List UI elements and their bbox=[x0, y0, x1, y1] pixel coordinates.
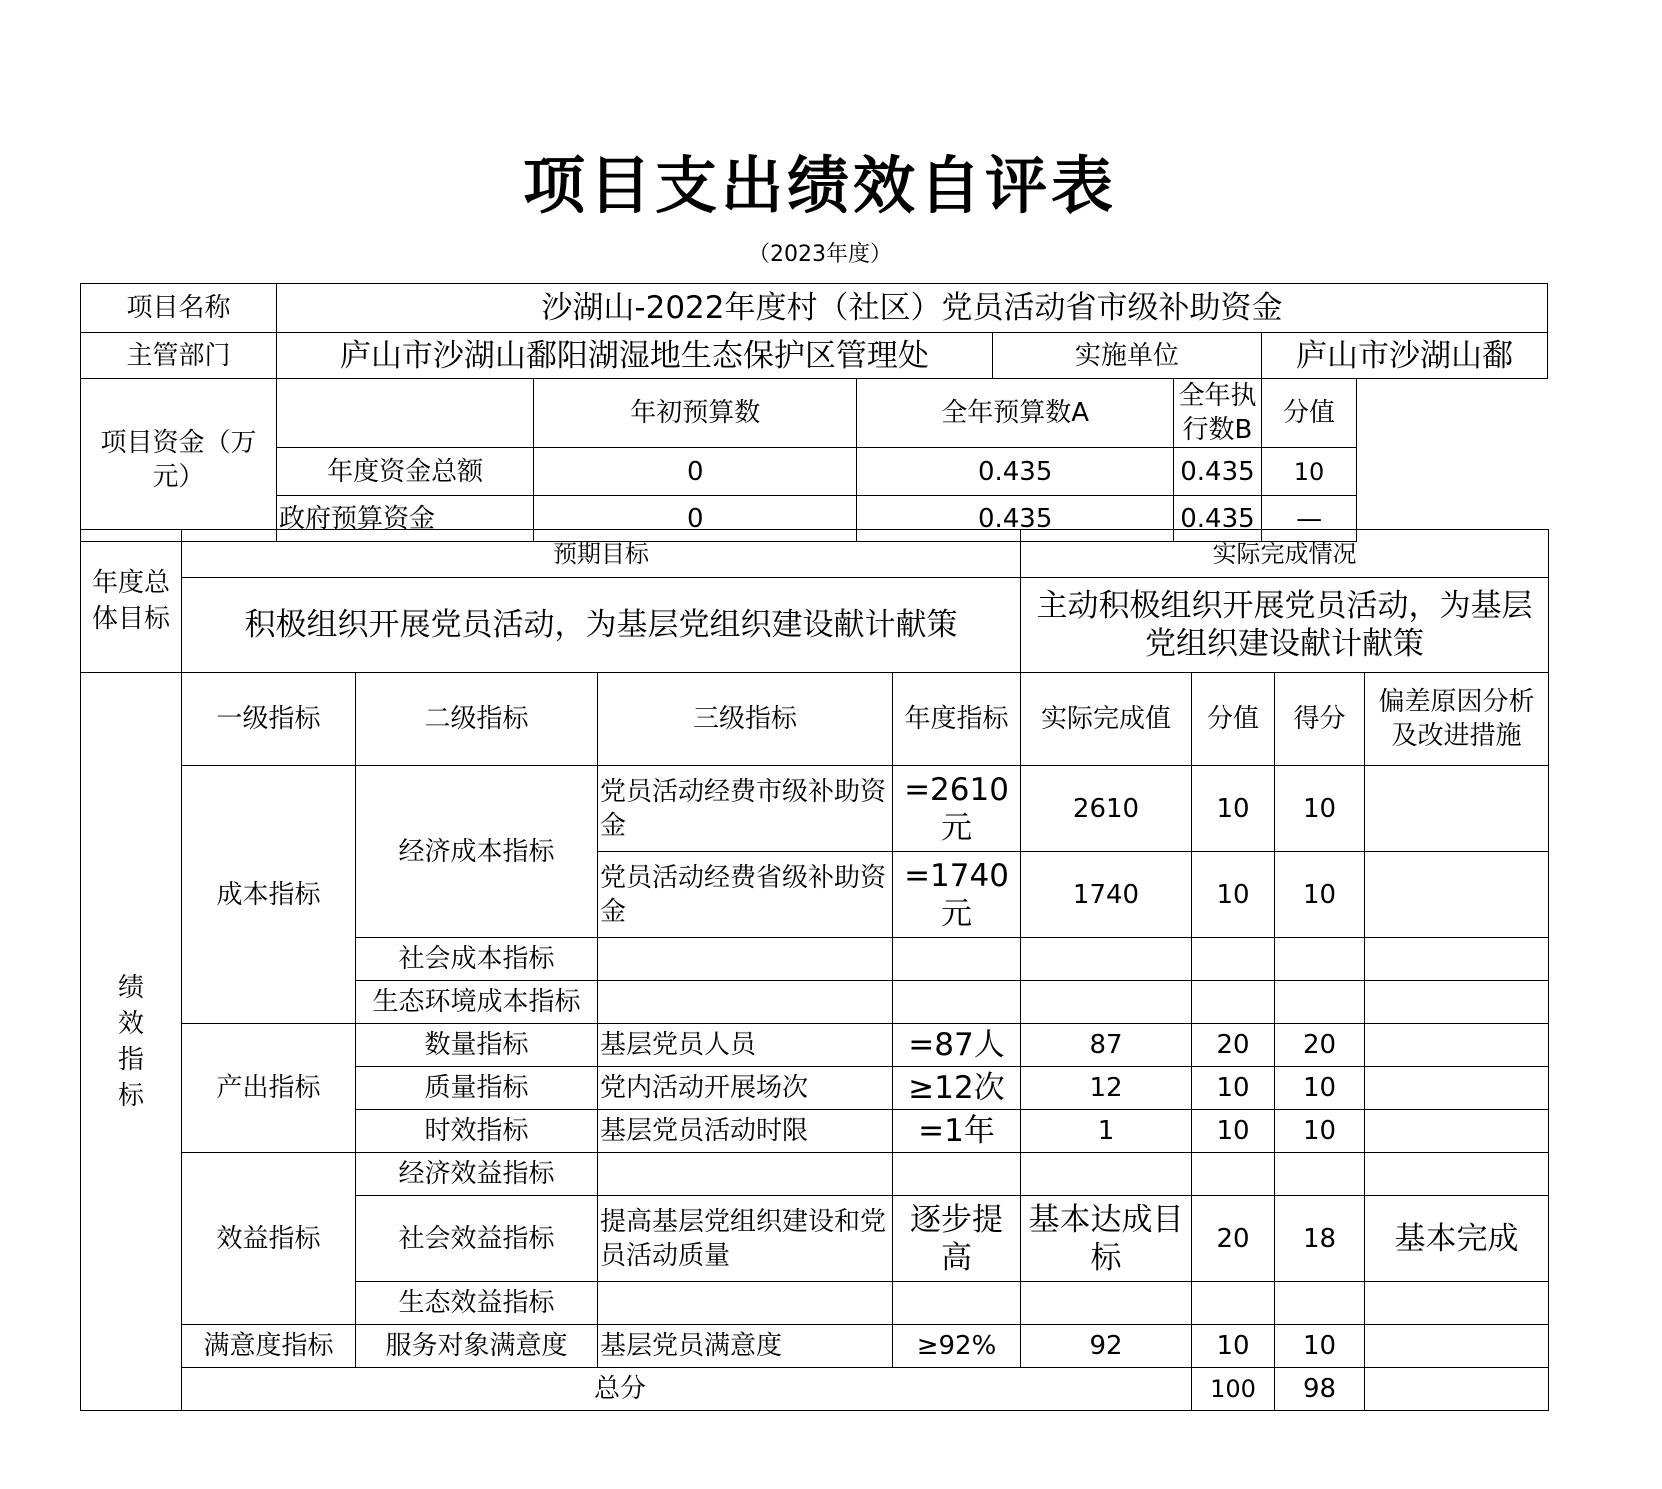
funds-row-label: 政府预算资金 bbox=[276, 496, 533, 542]
report-year: （2023年度） bbox=[748, 242, 892, 267]
benefit-level1: 效益指标 bbox=[182, 1153, 356, 1325]
expected-goal: 积极组织开展党员活动，为基层党组织建设献计献策 bbox=[182, 578, 1021, 673]
project-name: 沙湖山-2022年度村（社区）党员活动省市级补助资金 bbox=[276, 284, 1547, 333]
header-points: 分值 bbox=[1192, 673, 1275, 766]
total-score: 98 bbox=[1275, 1368, 1365, 1411]
header-annual-budget: 全年预算数A bbox=[857, 379, 1174, 448]
page-title: 项目支出绩效自评表 bbox=[522, 149, 1117, 222]
funds-initial: 0 bbox=[534, 448, 857, 496]
satisfaction-level1: 满意度指标 bbox=[182, 1325, 356, 1368]
benefit-level3: 提高基层党组织建设和党员活动质量 bbox=[598, 1196, 893, 1282]
header-annual-target: 年度指标 bbox=[893, 673, 1021, 766]
unit-label: 实施单位 bbox=[992, 333, 1261, 379]
cost-target: =1740元 bbox=[893, 852, 1021, 938]
header-deviation: 偏差原因分析及改进措施 bbox=[1365, 673, 1549, 766]
benefit-points: 20 bbox=[1192, 1196, 1275, 1282]
header-level1: 一级指标 bbox=[182, 673, 356, 766]
benefit-eco: 生态效益指标 bbox=[356, 1282, 598, 1325]
output-score: 20 bbox=[1275, 1024, 1365, 1067]
funds-executed: 0.435 bbox=[1174, 496, 1262, 542]
cost-level3: 党员活动经费市级补助资金 bbox=[598, 766, 893, 852]
unit-value: 庐山市沙湖山鄱 bbox=[1261, 333, 1547, 379]
output-level2: 数量指标 bbox=[356, 1024, 598, 1067]
cost-social: 社会成本指标 bbox=[356, 938, 598, 981]
actual-goal-label: 实际完成情况 bbox=[1021, 530, 1549, 578]
goals-label: 年度总体目标 bbox=[81, 530, 182, 673]
funds-label: 项目资金（万元） bbox=[81, 379, 277, 542]
indicators-label: 绩效指标 bbox=[81, 673, 182, 1411]
output-actual: 87 bbox=[1021, 1024, 1192, 1067]
funds-points: — bbox=[1261, 496, 1356, 542]
dept-label: 主管部门 bbox=[81, 333, 277, 379]
output-actual: 12 bbox=[1021, 1067, 1192, 1110]
indicators-table bbox=[80, 529, 1549, 673]
benefit-economic: 经济效益指标 bbox=[356, 1153, 598, 1196]
cost-deviation bbox=[1365, 766, 1549, 852]
benefit-score: 18 bbox=[1275, 1196, 1365, 1282]
output-level3: 党内活动开展场次 bbox=[598, 1067, 893, 1110]
output-level3: 基层党员活动时限 bbox=[598, 1110, 893, 1153]
output-score: 10 bbox=[1275, 1110, 1365, 1153]
cost-eco-env: 生态环境成本指标 bbox=[356, 981, 598, 1024]
header-score: 得分 bbox=[1275, 673, 1365, 766]
benefit-target: 逐步提高 bbox=[893, 1196, 1021, 1282]
header-level3: 三级指标 bbox=[598, 673, 893, 766]
cost-target: =2610元 bbox=[893, 766, 1021, 852]
output-level3: 基层党员人员 bbox=[598, 1024, 893, 1067]
header-initial-budget: 年初预算数 bbox=[534, 379, 857, 448]
project-name-label: 项目名称 bbox=[81, 284, 277, 333]
funds-budget: 0.435 bbox=[857, 496, 1174, 542]
actual-goal: 主动积极组织开展党员活动，为基层党组织建设献计献策 bbox=[1021, 578, 1549, 673]
funds-row-label: 年度资金总额 bbox=[276, 448, 533, 496]
output-score: 10 bbox=[1275, 1067, 1365, 1110]
total-label: 总分 bbox=[182, 1368, 1192, 1411]
output-level2: 时效指标 bbox=[356, 1110, 598, 1153]
total-points: 100 bbox=[1192, 1368, 1275, 1411]
expected-goal-label: 预期目标 bbox=[182, 530, 1021, 578]
cost-score: 10 bbox=[1275, 766, 1365, 852]
cost-level3: 党员活动经费省级补助资金 bbox=[598, 852, 893, 938]
dept-value: 庐山市沙湖山鄱阳湖湿地生态保护区管理处 bbox=[276, 333, 992, 379]
header-points: 分值 bbox=[1261, 379, 1356, 448]
self-evaluation-table bbox=[80, 283, 1548, 542]
header-actual-value: 实际完成值 bbox=[1021, 673, 1192, 766]
header-annual-executed: 全年执行数B bbox=[1174, 379, 1262, 448]
cost-score: 10 bbox=[1275, 852, 1365, 938]
funds-points: 10 bbox=[1261, 448, 1356, 496]
satisfaction-target: ≥92% bbox=[893, 1325, 1021, 1368]
satisfaction-level2: 服务对象满意度 bbox=[356, 1325, 598, 1368]
funds-executed: 0.435 bbox=[1174, 448, 1262, 496]
output-points: 10 bbox=[1192, 1110, 1275, 1153]
cost-points: 10 bbox=[1192, 766, 1275, 852]
output-target: =87人 bbox=[893, 1024, 1021, 1067]
performance-table bbox=[80, 672, 1549, 1411]
benefit-actual: 基本达成目标 bbox=[1021, 1196, 1192, 1282]
funds-initial: 0 bbox=[534, 496, 857, 542]
output-points: 20 bbox=[1192, 1024, 1275, 1067]
benefit-social: 社会效益指标 bbox=[356, 1196, 598, 1282]
output-level1: 产出指标 bbox=[182, 1024, 356, 1153]
satisfaction-level3: 基层党员满意度 bbox=[598, 1325, 893, 1368]
cost-points: 10 bbox=[1192, 852, 1275, 938]
cost-level1: 成本指标 bbox=[182, 766, 356, 1024]
satisfaction-points: 10 bbox=[1192, 1325, 1275, 1368]
funds-budget: 0.435 bbox=[857, 448, 1174, 496]
output-target: =1年 bbox=[893, 1110, 1021, 1153]
benefit-deviation: 基本完成 bbox=[1365, 1196, 1549, 1282]
satisfaction-actual: 92 bbox=[1021, 1325, 1192, 1368]
cost-actual: 2610 bbox=[1021, 766, 1192, 852]
cost-actual: 1740 bbox=[1021, 852, 1192, 938]
output-level2: 质量指标 bbox=[356, 1067, 598, 1110]
header-level2: 二级指标 bbox=[356, 673, 598, 766]
cost-economic: 经济成本指标 bbox=[356, 766, 598, 938]
output-actual: 1 bbox=[1021, 1110, 1192, 1153]
output-target: ≥12次 bbox=[893, 1067, 1021, 1110]
satisfaction-score: 10 bbox=[1275, 1325, 1365, 1368]
output-points: 10 bbox=[1192, 1067, 1275, 1110]
cost-deviation bbox=[1365, 852, 1549, 938]
